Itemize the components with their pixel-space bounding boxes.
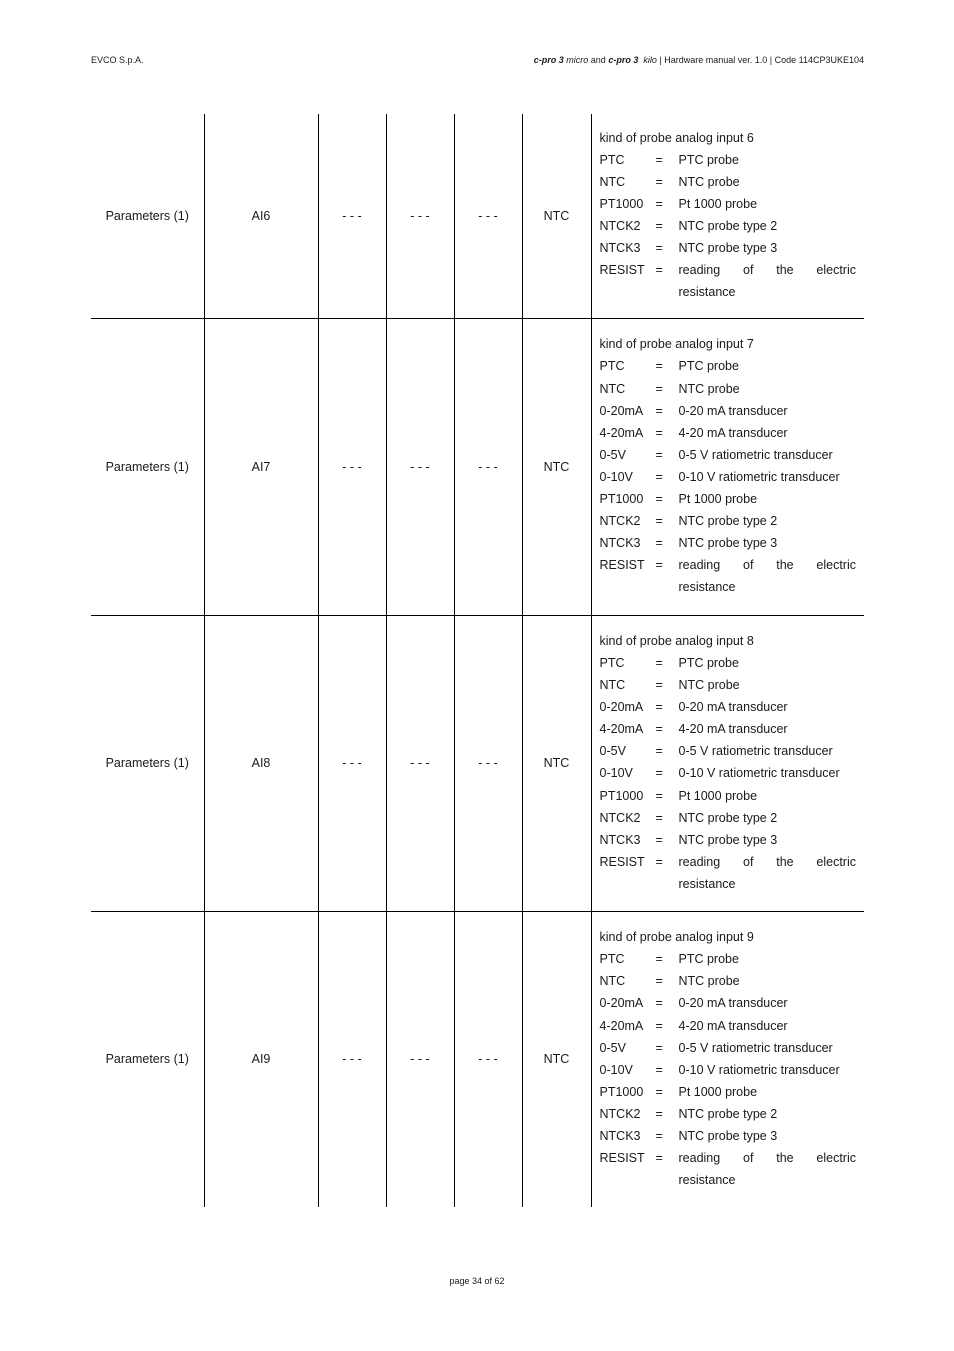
option-equals: = (655, 197, 663, 212)
parameters-table (91, 114, 864, 1207)
min-value: - - - (342, 459, 362, 474)
parameter-name: AI7 (251, 459, 271, 474)
description-title: kind of probe analog input 7 (599, 337, 754, 352)
option-equals: = (655, 558, 663, 573)
parameter-name: AI6 (251, 208, 271, 223)
product-suffix-b: kilo (643, 55, 657, 65)
product-suffix-a: micro (566, 55, 589, 65)
option-equals: = (655, 403, 663, 418)
min-value-cell (318, 114, 386, 318)
option-item (600, 1081, 857, 1103)
option-code: RESIST (599, 1151, 645, 1166)
option-text: 0-20 mA transducer (678, 403, 788, 418)
option-equals: = (655, 766, 663, 781)
option-item (600, 718, 857, 740)
option-item (600, 237, 857, 259)
option-text: 0-5 V ratiometric transducer (678, 447, 833, 462)
option-text: PTC probe (678, 359, 739, 374)
option-equals: = (655, 447, 663, 462)
option-code: NTC (599, 974, 626, 989)
min-value-cell (318, 615, 386, 911)
option-equals: = (655, 1018, 663, 1033)
option-item (600, 466, 857, 488)
option-text: 0-5 V ratiometric transducer (678, 1040, 833, 1055)
option-code: NTC (599, 175, 626, 190)
default-value: NTC (543, 756, 570, 770)
option-text: reading of the electric resistance (678, 854, 856, 891)
option-text: NTC probe type 3 (678, 536, 778, 551)
option-text: Pt 1000 probe (678, 197, 758, 212)
option-equals: = (655, 722, 663, 737)
option-equals: = (655, 1084, 663, 1099)
option-item (600, 215, 857, 237)
unit-value-cell (454, 318, 522, 615)
option-item (600, 696, 857, 718)
option-text: 0-10 V ratiometric transducer (678, 469, 840, 484)
option-equals: = (655, 469, 663, 484)
unit-value-cell (454, 911, 522, 1207)
option-code: NTCK2 (599, 1106, 641, 1121)
default-value: NTC (543, 208, 570, 223)
option-text: NTC probe (678, 678, 740, 693)
description-cell (591, 114, 864, 318)
option-text: Pt 1000 probe (678, 788, 758, 803)
min-value-cell (318, 911, 386, 1207)
option-equals: = (655, 536, 663, 551)
unit-value: - - - (478, 459, 498, 474)
option-code: PTC (599, 655, 625, 670)
option-equals: = (655, 514, 663, 529)
option-text: 0-20 mA transducer (678, 996, 788, 1011)
header-and: and (590, 55, 606, 65)
option-text: Pt 1000 probe (678, 1084, 758, 1099)
option-equals: = (655, 810, 663, 825)
option-item (600, 1125, 857, 1147)
option-equals: = (655, 359, 663, 374)
parameter-name: AI8 (251, 756, 271, 770)
option-code: NTCK3 (599, 832, 641, 847)
option-text: Pt 1000 probe (678, 492, 758, 507)
parameter-group: Parameters (1) (105, 208, 189, 223)
option-code: NTCK2 (599, 219, 641, 234)
option-item (600, 1037, 857, 1059)
option-equals: = (655, 1062, 663, 1077)
option-code: PTC (599, 152, 625, 167)
product-name-b: c-pro 3 (608, 55, 639, 65)
option-item (600, 674, 857, 696)
min-value: - - - (342, 1052, 362, 1067)
max-value: - - - (410, 756, 430, 770)
option-code: 0-20mA (599, 700, 644, 715)
option-item (600, 171, 857, 193)
option-text: 0-10 V ratiometric transducer (678, 766, 840, 781)
option-text: reading of the electric resistance (678, 558, 856, 595)
option-text: NTC probe (678, 381, 740, 396)
option-equals: = (655, 241, 663, 256)
option-item (600, 532, 857, 554)
description-cell (591, 318, 864, 615)
description-title: kind of probe analog input 9 (599, 930, 754, 945)
option-item (600, 422, 857, 444)
table-row (91, 318, 864, 615)
option-text: 0-5 V ratiometric transducer (678, 744, 833, 759)
option-text: 0-20 mA transducer (678, 700, 788, 715)
option-equals: = (655, 152, 663, 167)
option-item (600, 510, 857, 532)
parameter-name-cell (204, 911, 318, 1207)
option-item (600, 970, 857, 992)
max-value: - - - (410, 459, 430, 474)
option-equals: = (655, 996, 663, 1011)
description-cell (591, 911, 864, 1207)
parameter-group-cell (91, 114, 204, 318)
parameter-group: Parameters (1) (105, 459, 189, 474)
max-value-cell (386, 615, 454, 911)
min-value: - - - (342, 756, 362, 770)
parameter-name-cell (204, 114, 318, 318)
option-text: NTC probe type 2 (678, 1106, 778, 1121)
option-equals: = (655, 219, 663, 234)
option-equals: = (655, 700, 663, 715)
option-item (600, 355, 857, 377)
max-value-cell (386, 911, 454, 1207)
option-item (600, 488, 857, 510)
parameter-group-cell (91, 911, 204, 1207)
option-equals: = (655, 425, 663, 440)
min-value: - - - (342, 208, 362, 223)
option-item (600, 785, 857, 807)
unit-value: - - - (478, 756, 498, 770)
option-item (600, 851, 857, 895)
min-value-cell (318, 318, 386, 615)
unit-value: - - - (478, 208, 498, 223)
option-item (600, 762, 857, 784)
description-title: kind of probe analog input 6 (599, 130, 754, 145)
header-company: EVCO S.p.A. (91, 55, 144, 65)
option-code: PT1000 (599, 197, 644, 212)
parameter-group: Parameters (1) (105, 1052, 189, 1067)
option-code: PT1000 (599, 788, 644, 803)
option-equals: = (655, 492, 663, 507)
option-item (600, 652, 857, 674)
page-number: page 34 of 62 (449, 1276, 505, 1286)
header-document-info (534, 55, 864, 65)
max-value: - - - (410, 1052, 430, 1067)
option-item (600, 378, 857, 400)
option-code: 4-20mA (599, 1018, 644, 1033)
option-text: 4-20 mA transducer (678, 1018, 788, 1033)
option-code: NTCK2 (599, 810, 641, 825)
option-text: PTC probe (678, 952, 739, 967)
option-equals: = (655, 655, 663, 670)
option-equals: = (655, 952, 663, 967)
description-cell (591, 615, 864, 911)
option-code: 4-20mA (599, 425, 644, 440)
doc-info: | Hardware manual ver. 1.0 | Code 114CP3UKE104 (659, 55, 864, 65)
option-code: NTCK3 (599, 536, 641, 551)
description-title: kind of probe analog input 8 (599, 633, 754, 648)
option-text: NTC probe type 3 (678, 832, 778, 847)
option-code: RESIST (599, 854, 645, 869)
option-item (600, 149, 857, 171)
option-equals: = (655, 175, 663, 190)
option-code: RESIST (599, 558, 645, 573)
option-item (600, 400, 857, 422)
option-equals: = (655, 1106, 663, 1121)
option-item (600, 740, 857, 762)
option-item (600, 1015, 857, 1037)
table-row (91, 911, 864, 1207)
max-value: - - - (410, 208, 430, 223)
parameter-group-cell (91, 318, 204, 615)
option-code: PTC (599, 952, 625, 967)
option-equals: = (655, 1128, 663, 1143)
option-code: 0-20mA (599, 403, 644, 418)
option-code: 0-5V (599, 447, 626, 462)
parameter-group: Parameters (1) (105, 756, 189, 770)
option-code: 0-5V (599, 1040, 626, 1055)
option-text: NTC probe type 3 (678, 241, 778, 256)
option-code: 0-5V (599, 744, 626, 759)
unit-value-cell (454, 114, 522, 318)
default-value-cell (522, 911, 591, 1207)
option-item (600, 992, 857, 1014)
option-text: NTC probe type 3 (678, 1128, 778, 1143)
default-value-cell (522, 615, 591, 911)
parameter-name: AI9 (251, 1052, 271, 1067)
option-text: NTC probe type 2 (678, 514, 778, 529)
option-text: 0-10 V ratiometric transducer (678, 1062, 840, 1077)
default-value: NTC (543, 459, 570, 474)
default-value-cell (522, 114, 591, 318)
option-text: PTC probe (678, 655, 739, 670)
option-equals: = (655, 854, 663, 869)
product-name-a: c-pro 3 (533, 55, 564, 65)
option-code: NTCK3 (599, 1128, 641, 1143)
option-text: reading of the electric resistance (678, 1151, 856, 1188)
option-item (600, 1147, 857, 1191)
option-text: NTC probe (678, 175, 740, 190)
option-text: 4-20 mA transducer (678, 722, 788, 737)
option-item (600, 193, 857, 215)
option-equals: = (655, 974, 663, 989)
option-code: 0-10V (599, 766, 633, 781)
option-item (600, 948, 857, 970)
option-code: NTC (599, 678, 626, 693)
option-code: NTC (599, 381, 626, 396)
option-code: NTCK3 (599, 241, 641, 256)
option-code: RESIST (599, 263, 645, 278)
max-value-cell (386, 318, 454, 615)
option-item (600, 554, 857, 598)
default-value-cell (522, 318, 591, 615)
option-code: 4-20mA (599, 722, 644, 737)
option-text: PTC probe (678, 152, 739, 167)
parameters-table-body (91, 114, 864, 1207)
option-text: NTC probe type 2 (678, 219, 778, 234)
option-item (600, 1059, 857, 1081)
option-equals: = (655, 788, 663, 803)
option-text: NTC probe type 2 (678, 810, 778, 825)
option-item (600, 1103, 857, 1125)
option-equals: = (655, 678, 663, 693)
unit-value-cell (454, 615, 522, 911)
option-equals: = (655, 1151, 663, 1166)
option-code: 0-10V (599, 469, 633, 484)
option-text: NTC probe (678, 974, 740, 989)
option-equals: = (655, 263, 663, 278)
max-value-cell (386, 114, 454, 318)
parameter-group-cell (91, 615, 204, 911)
option-item (600, 807, 857, 829)
option-equals: = (655, 381, 663, 396)
parameter-name-cell (204, 615, 318, 911)
table-row (91, 615, 864, 911)
parameter-name-cell (204, 318, 318, 615)
option-text: 4-20 mA transducer (678, 425, 788, 440)
default-value: NTC (543, 1052, 570, 1067)
option-item (600, 829, 857, 851)
table-row (91, 114, 864, 318)
option-code: PTC (599, 359, 625, 374)
option-item (600, 259, 857, 303)
option-code: PT1000 (599, 1084, 644, 1099)
option-code: 0-20mA (599, 996, 644, 1011)
option-equals: = (655, 744, 663, 759)
unit-value: - - - (478, 1052, 498, 1067)
option-code: NTCK2 (599, 514, 641, 529)
option-equals: = (655, 832, 663, 847)
option-text: reading of the electric resistance (678, 263, 856, 300)
option-code: PT1000 (599, 492, 644, 507)
option-code: 0-10V (599, 1062, 633, 1077)
option-item (600, 444, 857, 466)
option-equals: = (655, 1040, 663, 1055)
